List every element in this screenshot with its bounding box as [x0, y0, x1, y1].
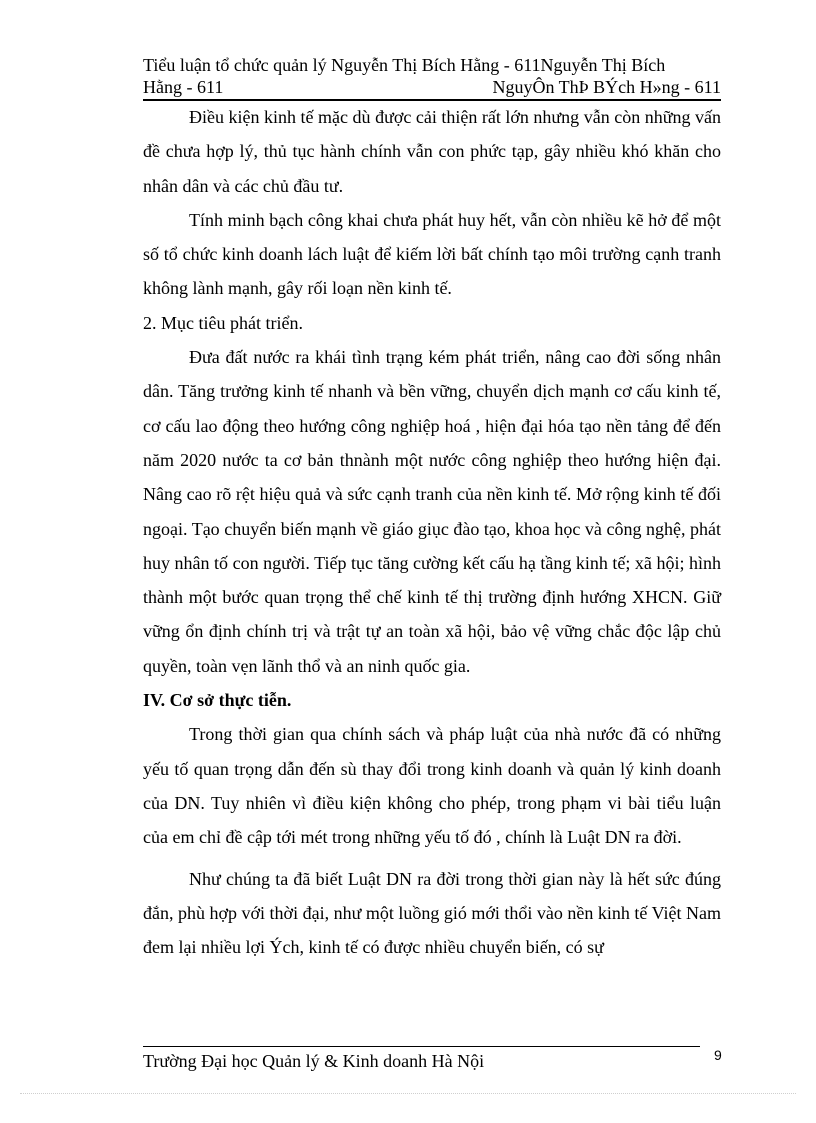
subsection-heading: 2. Mục tiêu phát triển. [143, 312, 303, 333]
page-body [143, 100, 721, 964]
paragraph: Tính minh bạch công khai chưa phát huy hết, vẫn còn nhiều kẽ hở để một số tổ chức kinh doanh lách luật để kiếm lời bất chính tạo môi trường cạnh tranh không lành mạnh, gây rối loạn nền kinh tế. [143, 209, 721, 299]
page-number: 9 [714, 1047, 722, 1063]
footer-text: Trường Đại học Quản lý & Kinh doanh Hà Nội [143, 1051, 485, 1071]
paragraph: Như chúng ta đã biết Luật DN ra đời trong thời gian này là hết sức đúng đắn, phù hợp với thời đại, như một luồng gió mới thổi vào nền kinh tế Việt Nam đem lại nhiều lợi Ých, kinh tế có được nhiều chuyển biến, có sự [143, 868, 721, 958]
header-line-2-left: Hằng - 611 [143, 77, 224, 97]
header-line-1: Tiểu luận tổ chức quản lý Nguyễn Thị Bích Hằng - 611Nguyễn Thị Bích [143, 55, 666, 75]
header-line-2 [143, 76, 721, 98]
section-heading: IV. Cơ sở thực tiễn. [143, 690, 292, 711]
page-header [143, 54, 721, 98]
footer-rule [143, 1046, 700, 1047]
paragraph: Trong thời gian qua chính sách và pháp luật của nhà nước đã có những yếu tố quan trọng dẫn đến sù thay đổi trong kinh doanh và quản lý kinh doanh của DN. Tuy nhiên vì điều kiện không cho phép, trong phạm vi bài tiểu luận của em chỉ đề cập tới mét trong những yếu tố đó , chính là Luật DN ra đời. [143, 724, 721, 848]
page-edge-dots [20, 1093, 796, 1094]
header-line-2-right: NguyÔn ThÞ BÝch H»ng - 611 [492, 77, 721, 97]
paragraph: Điều kiện kinh tế mặc dù được cải thiện rất lớn nhưng vẫn còn những vấn đề chưa hợp lý, thủ tục hành chính vẫn con phức tạp, gây nhiều khó khăn cho nhân dân và các chủ đầu tư. [143, 107, 721, 196]
paragraph: Đưa đất nước ra khái tình trạng kém phát triển, nâng cao đời sống nhân dân. Tăng trưởng kinh tế nhanh và bền vững, chuyển dịch mạnh cơ cấu kinh tế, cơ cấu lao động theo hướng công nghiệp hoá , hiện đại hóa tạo nền tảng để đến năm 2020 nước ta cơ bản thnành một nước công nghiệp theo hướng hiện đại. Nâng cao rõ rệt hiệu quả và sức cạnh tranh của nền kinh tế. Mở rộng kinh tế đối ngoại. Tạo chuyển biến mạnh về giáo giục đào tạo, khoa học và công nghệ, phát huy nhân tố con người. Tiếp tục tăng cường kết cấu hạ tầng kinh tế; xã hội; hình thành một bước quan trọng thể chế kinh tế thị trường định hướng XHCN. Giữ vững ổn định chính trị và trật tự an toàn xã hội, bảo vệ vững chắc độc lập chủ quyền, toàn vẹn lãnh thổ và an ninh quốc gia. [143, 347, 721, 676]
